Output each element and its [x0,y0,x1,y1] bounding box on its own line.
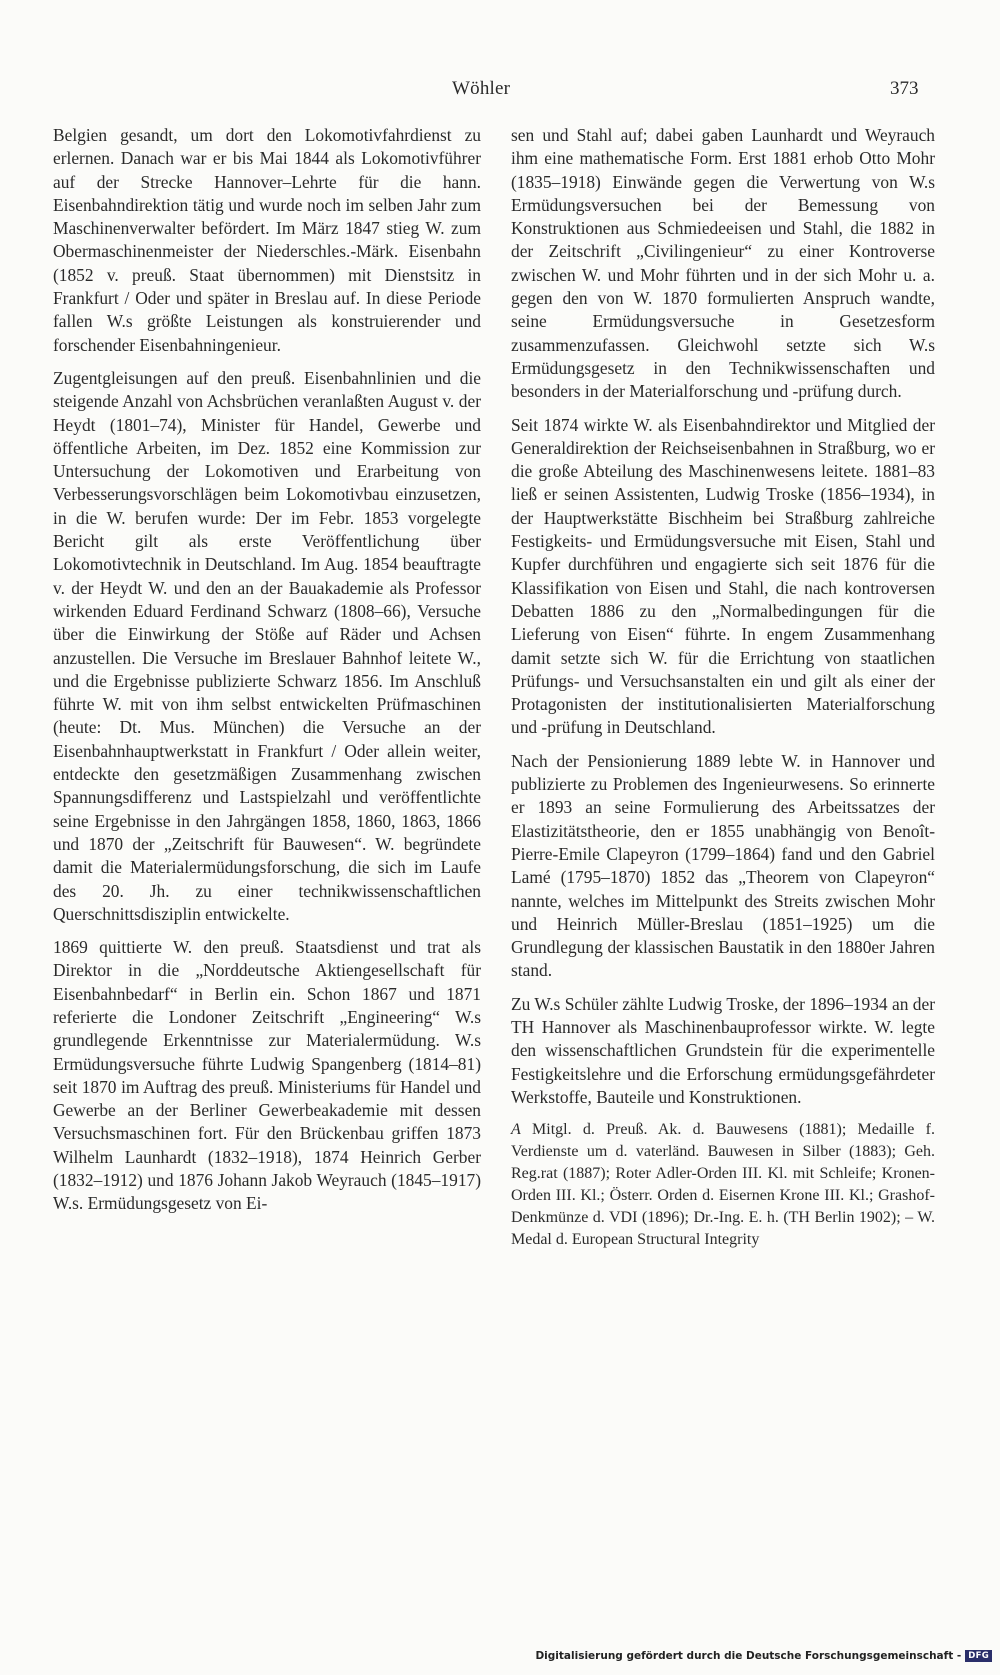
paragraph: Seit 1874 wirkte W. als Eisenbahndirektor und Mitglied der Generaldirektion der Reichseisenbahnen in Straßburg, wo er die große Abteilung des Maschinenwesens leitete. 1881–83 ließ er seinen Assistenten, Ludwig Troske (1856–1934), in der Hauptwerkstätte Bischheim bei Straßburg zahlreiche Festigkeits- und Ermüdungsversuche mit Eisen, Stahl und Kupfer durchführen und engagierte sich seit 1876 für die Klassifikation von Eisen und Stahl, die nach kontroversen Debatten 1886 zu den „Normalbedingungen für die Lieferung von Eisen“ führte. In engem Zusammenhang damit setzte sich W. für die Errichtung von staatlichen Prüfungs- und Versuchsanstalten ein und gilt als einer der Protagonisten der institutionalisierten Materialforschung und -prüfung in Deutschland. [511,414,935,738]
awards-marker: A [511,1121,521,1139]
right-column [511,124,935,1261]
running-title: Wöhler [452,78,511,99]
digitization-footer [535,1650,992,1662]
awards-text: Mitgl. d. Preuß. Ak. d. Bauwesens (1881); Medaille f. Verdienste um d. vaterländ. Bauwesen in Silber (1883); Geh. Reg.rat (1887); Roter Adler-Orden III. Kl. mit Schleife; Kronen-Orden III. Kl.; Österr. Orden d. Eisernen Krone III. Kl.; Grashof-Denkmünze d. VDI (1896); Dr.-Ing. E. h. (TH Berlin 1902); – W. Medal d. European Structural Integrity [511,1121,936,1249]
paragraph: 1869 quittierte W. den preuß. Staatsdienst und trat als Direktor in die „Norddeutsche Aktiengesellschaft für Eisenbahnbedarf“ in Berlin ein. Schon 1867 und 1871 referierte die Londoner Zeitschrift „Engineering“ W.s grundlegende Erkenntnisse zur Materialermüdung. W.s Ermüdungsversuche führte Ludwig Spangenberg (1814–81) seit 1870 im Auftrag des preuß. Ministeriums für Handel und Gewerbe an der Berliner Gewerbeakademie mit dessen Versuchsmaschinen fort. Für den Brückenbau griffen 1873 Wilhelm Launhardt (1832–1918), 1874 Heinrich Gerber (1832–1912) und 1876 Johann Jakob Weyrauch (1845–1917) W.s. Ermüdungsgesetz von Ei- [53,937,481,1214]
paragraph: Zu W.s Schüler zählte Ludwig Troske, der 1896–1934 an der TH Hannover als Maschinenbauprofessor wirkte. W. legte den wissenschaftlichen Grundstein für die experimentelle Festigkeitslehre und die Erforschung ermüdungsgefährdeter Werkstoffe, Bauteile und Konstruktionen. [511,993,935,1107]
paragraph: Zugentgleisungen auf den preuß. Eisenbahnlinien und die steigende Anzahl von Achsbrüchen veranlaßten August v. der Heydt (1801–74), Minister für Handel, Gewerbe und öffentliche Arbeiten, im Dez. 1852 eine Kommission zur Untersuchung der Lokomotiven und Erarbeitung von Verbesserungsvorschlägen beim Lokomotivbau einzusetzen, in die W. berufen wurde: Der im Febr. 1853 vorgelegte Bericht gilt als erste Veröffentlichung über Lokomotivtechnik in Deutschland. Im Aug. 1854 beauftragte v. der Heydt W. und den an der Bauakademie als Professor wirkenden Eduard Ferdinand Schwarz (1808–66), Versuche über die Einwirkung der Stöße auf Räder und Achsen anzustellen. Die Versuche im Breslauer Bahnhof leitete W., und die Ergebnisse publizierte Schwarz 1856. Im Anschluß führte W. mit von ihm selbst entwickelten Prüfmaschinen (heute: Dt. Mus. München) die Versuche an der Eisenbahnhauptwerkstatt in Frankfurt / Oder allein weiter, entdeckte den gesetzmäßigen Zusammenhang zwischen Spannungsdifferenz und Lastspielzahl und veröffentlichte seine Ergebnisse in den Jahrgängen 1858, 1860, 1863, 1866 und 1870 der „Zeitschrift für Bauwesen“. W. begründete damit die Materialermüdungsforschung, die sich im Laufe des 20. Jh. zu einer technikwissenschaftlichen Querschnittsdisziplin entwickelte. [53,367,481,924]
dfg-logo: DFG [965,1650,992,1662]
left-column [53,124,481,1226]
footer-credit: Digitalisierung gefördert durch die Deutsche Forschungsgemeinschaft - [535,1650,962,1662]
paragraph: Nach der Pensionierung 1889 lebte W. in Hannover und publizierte zu Problemen des Ingenieurwesens. So erinnerte er 1893 an seine Formulierung des Arbeitssatzes der Elastizitätstheorie, den er 1855 unabhängig von Benoît-Pierre-Emile Clapeyron (1799–1864) fand und den Gabriel Lamé (1795–1870) 1852 das „Theorem von Clapeyron“ nannte, welches im Mittelpunkt des Streits zwischen Mohr und Heinrich Müller-Breslau (1851–1925) um die Grundlegung der klassischen Baustatik in den 1880er Jahren stand. [511,750,935,981]
page-number: 373 [890,78,919,99]
paragraph: Belgien gesandt, um dort den Lokomotivfahrdienst zu erlernen. Danach war er bis Mai 1844 als Lokomotivführer auf der Strecke Hannover–Lehrte für die hann. Eisenbahndirektion tätig und wurde noch im selben Jahr zum Maschinenverwalter befördert. Im März 1847 stieg W. zum Obermaschinenmeister der Niederschles.-Märk. Eisenbahn (1852 v. preuß. Staat übernommen) mit Dienstsitz in Frankfurt / Oder und später in Breslau auf. In diese Periode fallen W.s größte Leistungen als konstruierender und forschender Eisenbahningenieur. [53,125,481,355]
paragraph: sen und Stahl auf; dabei gaben Launhardt und Weyrauch ihm eine mathematische Form. Erst 1881 erhob Otto Mohr (1835–1918) Einwände gegen die Verwertung von W.s Ermüdungsversuchen bei der Bemessung von Konstruktionen aus Schmiedeeisen und Stahl, die 1882 in der Zeitschrift „Civilingenieur“ zu einer Kontroverse zwischen W. und Mohr führten und in der sich Mohr u. a. gegen den von W. 1870 formulierten Anspruch wandte, seine Ermüdungsversuche in Gesetzesform zusammenzufassen. Gleichwohl setzte sich W.s Ermüdungsgesetz in den Technikwissenschaften und besonders in der Materialforschung und -prüfung durch. [511,125,935,402]
running-head [0,78,1000,108]
awards-note [511,1119,935,1251]
